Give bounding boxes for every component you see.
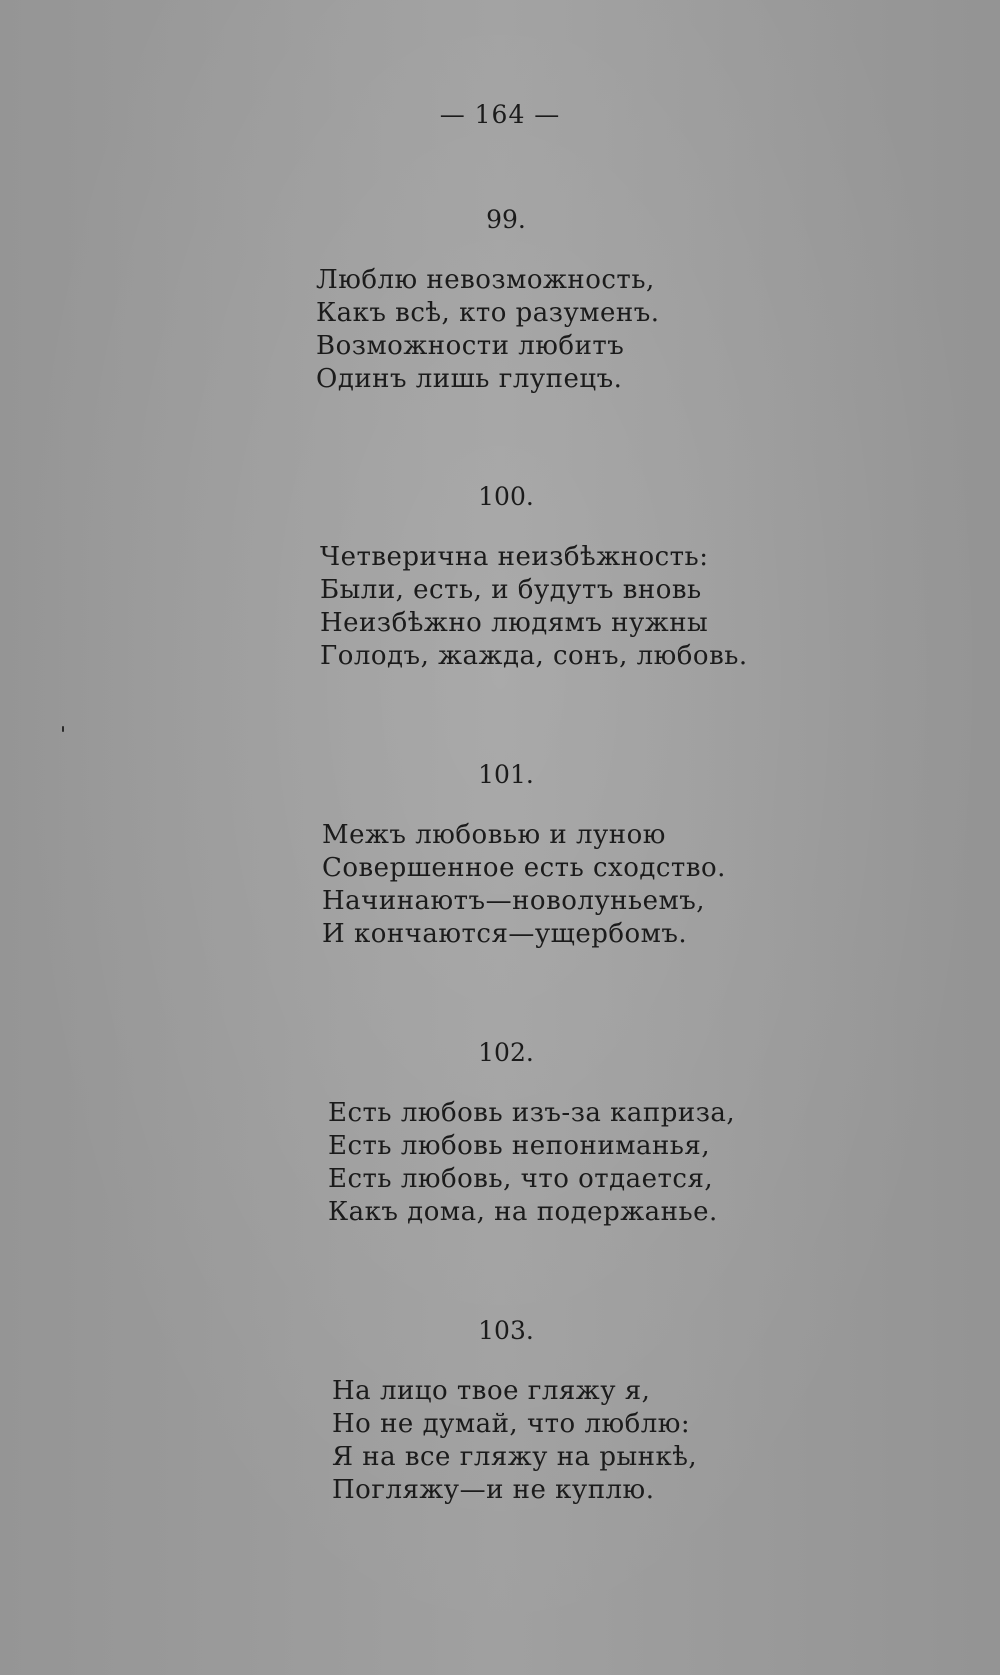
verse-line: Были, есть, и будутъ вновь: [320, 575, 702, 605]
poem-99: [0, 205, 1000, 396]
page-number: — 164 —: [439, 100, 561, 129]
stanza: [320, 541, 1000, 673]
poem-number: 103.: [478, 1316, 534, 1345]
stanza: [322, 819, 1000, 951]
verse-line: И кончаются—ущербомъ.: [322, 919, 688, 949]
stanza: [316, 264, 1000, 396]
verse-line: Я на все гляжу на рынкѣ,: [332, 1442, 698, 1472]
verse-line: Четверична неизбѣжность:: [320, 542, 709, 572]
verse-line: Межъ любовью и луною: [322, 820, 666, 850]
verse-line: Есть любовь изъ-за каприза,: [328, 1098, 736, 1128]
verse-line: Одинъ лишь глупецъ.: [316, 364, 623, 394]
ink-speck: [62, 726, 64, 732]
verse-line: Неизбѣжно людямъ нужны: [320, 608, 709, 638]
stanza: [332, 1375, 1000, 1507]
poem-number: 101.: [478, 760, 534, 789]
poem-number: 102.: [478, 1038, 534, 1067]
verse-line: Какъ дома, на подержанье.: [328, 1197, 718, 1227]
poem-100: [0, 482, 1000, 673]
verse-line: Люблю невозможность,: [316, 265, 655, 295]
poem-101: [0, 760, 1000, 951]
verse-line: Но не думай, что люблю:: [332, 1409, 691, 1439]
poem-number: 100.: [478, 482, 534, 511]
verse-line: Какъ всѣ, кто разуменъ.: [316, 298, 660, 328]
poem-103: [0, 1316, 1000, 1507]
verse-line: Начинаютъ—новолуньемъ,: [322, 886, 706, 916]
poem-102: [0, 1038, 1000, 1229]
stanza: [328, 1097, 1000, 1229]
verse-line: Погляжу—и не куплю.: [332, 1475, 655, 1505]
poem-number: 99.: [486, 205, 526, 234]
verse-line: На лицо твое гляжу я,: [332, 1376, 651, 1406]
verse-line: Голодъ, жажда, сонъ, любовь.: [320, 641, 748, 671]
verse-line: Есть любовь непониманья,: [328, 1131, 711, 1161]
verse-line: Совершенное есть сходство.: [322, 853, 726, 883]
verse-line: Возможности любитъ: [316, 331, 625, 361]
verse-line: Есть любовь, что отдается,: [328, 1164, 714, 1194]
